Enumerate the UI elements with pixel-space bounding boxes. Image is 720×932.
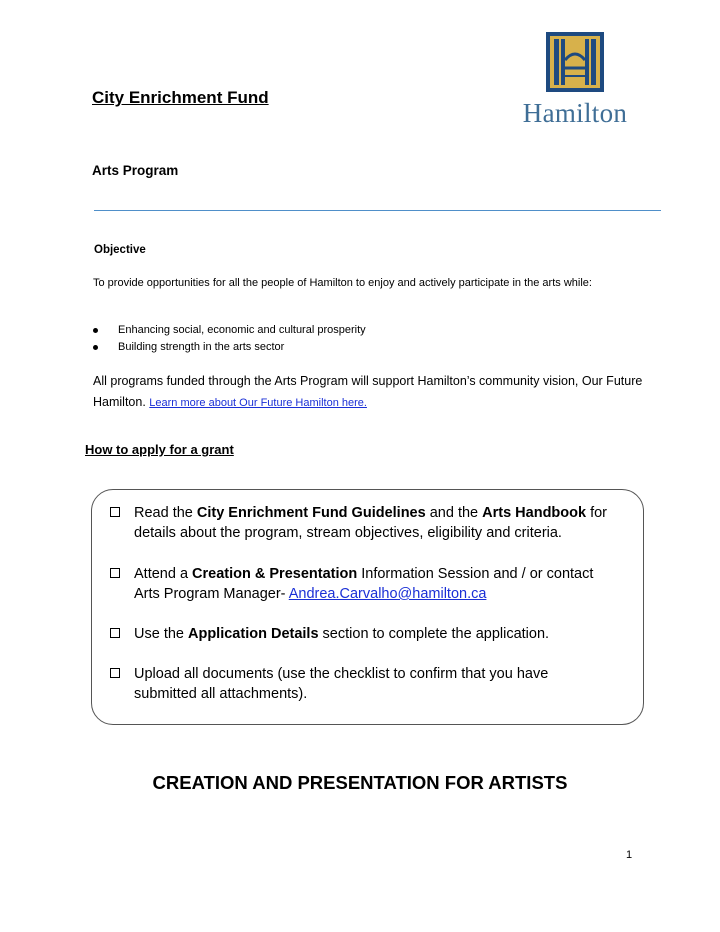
application-steps-box bbox=[91, 489, 644, 725]
bullet-icon bbox=[93, 328, 98, 333]
apply-heading: How to apply for a grant bbox=[85, 442, 234, 457]
section-title: CREATION AND PRESENTATION FOR ARTISTS bbox=[152, 772, 568, 793]
divider bbox=[94, 210, 661, 211]
objective-bullet-list bbox=[93, 322, 613, 356]
objective-text: To provide opportunities for all the people of Hamilton to enjoy and actively participate in the arts while: bbox=[93, 277, 592, 289]
checkbox-icon[interactable] bbox=[110, 568, 120, 578]
step-upload-documents: Upload all documents (use the checklist to confirm that you have submitted all attachments). bbox=[110, 664, 610, 704]
step-attend-session: Attend a Creation & Presentation Information Session and / or contact Arts Program Manager- Andrea.Carvalho@hamilton.ca bbox=[110, 564, 610, 604]
step-read-guidelines: Read the City Enrichment Fund Guidelines and the Arts Handbook for details about the program, stream objectives, eligibility and criteria. bbox=[110, 503, 610, 543]
list-item: Building strength in the arts sector bbox=[93, 339, 613, 356]
checkbox-icon[interactable] bbox=[110, 507, 120, 517]
email-link[interactable]: Andrea.Carvalho@hamilton.ca bbox=[288, 586, 487, 602]
checkbox-icon[interactable] bbox=[110, 668, 120, 678]
city-crest-icon bbox=[546, 32, 604, 92]
logo-wordmark: Hamilton bbox=[522, 98, 628, 128]
vision-paragraph bbox=[93, 371, 653, 414]
vision-text: All programs funded through the Arts Program will support Hamilton’s community vision, Our Future Hamilton. bbox=[93, 374, 643, 409]
our-future-hamilton-link[interactable]: Learn more about Our Future Hamilton here. bbox=[149, 397, 367, 409]
page-number: 1 bbox=[626, 849, 633, 861]
objective-heading: Objective bbox=[94, 244, 146, 256]
list-item: Enhancing social, economic and cultural prosperity bbox=[93, 322, 613, 339]
document-title: City Enrichment Fund bbox=[92, 88, 269, 107]
hamilton-logo bbox=[516, 32, 634, 128]
bullet-icon bbox=[93, 345, 98, 350]
checkbox-icon[interactable] bbox=[110, 628, 120, 638]
program-subtitle: Arts Program bbox=[92, 163, 179, 178]
step-application-details: Use the Application Details section to complete the application. bbox=[110, 624, 610, 644]
